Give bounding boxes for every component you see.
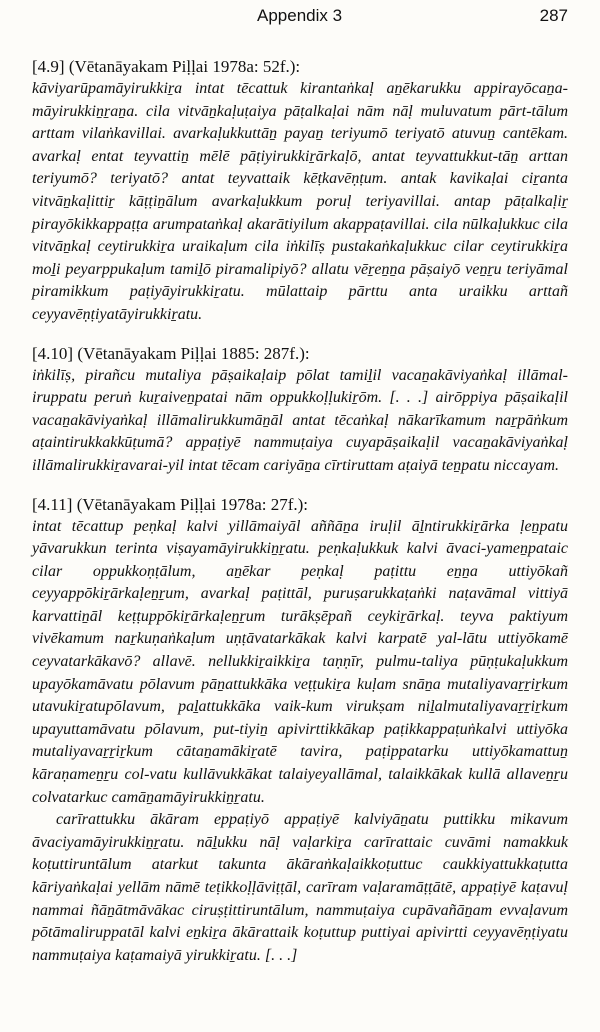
citation-section <box>32 494 568 968</box>
citation-section <box>32 343 568 478</box>
citation-heading: [4.10] (Vētanāyakam Piḷḷai 1885: 287f.): <box>32 343 310 363</box>
quoted-paragraph: intat tēcattup peṇkaḷ kalvi yillāmaiyāl aññāṉa iruḷil āḻntirukkiṟārka ḷeṉpatu yāvarukkun terinta viṣayamāyirukkiṉṟatu. peṇkaḷukkuk kalvi āvaci-yameṉpataic cilar oppukkoṇṭālum, aṉēkar peṇkaḷ paṭittu eṉṉa uttiyōkañ ceyyappōkiṟārkaḷeṉṟum, avarkaḷ paṭittāl, puruṣarukkaṭaṅki naṭavāmal vittiyā karvattiṉāl keṭṭuppōkiṟārkaḷeṉṟum turākṣēpañ ceykiṟārkaḷ. teyva paktiyum vivēkamum naṟkuṇaṅkaḷum uṇṭāvatarkākak kalvi karpatē yal-lātu uttiyōkamē ceyvatarkākavō? allavē. nellukkiṟaikkiṟa taṇṇīr, pulmu-taliya pūṇṭukaḷukkum upayōkamāvatu pōlavum pāṉattukkāka veṭṭukiṟa kuḷam snāṉa mutaliyavaṟṟiṟkum utavukiṟatupōlavum, paḻattukkāka vaik-kum virukṣam niḻalmutaliyavaṟṟiṟkum upayuttamāvatu pōlavum, put-tiyiṉ apivirttikkākap paṭikkappaṭuṅkalvi uttiyōka mutaliyavaṟṟiṟkum cātaṉamākiṟatē tavira, paṭippatarku uttiyōkamattuṉ kāraṇameṉṟu col-vatu kullāvukkākat talaiyeyallāmal, talaikkākak kullā allaveṉṟu colvatarkuc camāṉamāyirukkiṉṟatu. <box>32 517 568 806</box>
quoted-paragraph: kāviyarūpamāyirukkiṟa intat tēcattuk kirantaṅkaḷ aṉēkarukku appirayōcaṉa-māyirukkiṉṟaṉa. cila vitvāṉkaḷuṭaiya pāṭalkaḷai nām nāḷ muluvatum pārt-tālum arttam vilaṅkavillai. avarkaḷukkuttāṉ payaṉ teriyumō teriyatō atuvuṉ cantēkam. avarkaḷ entat teyvattiṉ mēlē pāṭiyirukkiṟārkaḷō, antat teyvattukkut-tāṉ arttan teriyumō? teriyatō? antat teyvattaik kēṭkavēṇṭum. antak kavikaḷai ciṟanta vitvāṉkaḷittiṟ kāṭṭiṉālum avarkaḷukkum poruḷ teriyavillai. antap pāṭalkaḷiṟ pirayōkikkappaṭṭa arumpataṅkaḷ akarātiyilum akappaṭavillai. cila nūlkaḷukkuc cila vitvāṉkaḷ ceytirukkiṟa uraikaḷum cila iṅkilīṣ pustakaṅkaḷukkuc cilar ceytirukkiṟa moḻi peyarppukaḷum tamiḻō piramalipiyō? allatu vēṟeṉṉa pāṣaiyō veṉṟu teriyāmal piramikkum paṭiyāyirukkiṟatu. mūlattaip pārttu anta uraikku arttañ ceyyavēṇṭiyatāyirukkiṟatu. <box>32 80 568 323</box>
citation-heading: [4.9] (Vētanāyakam Piḷḷai 1978a: 52f.): <box>32 57 301 76</box>
citation-section <box>32 56 568 327</box>
quoted-paragraph: carīrattukku ākāram eppaṭiyō appaṭiyē kalviyāṉatu puttikku mikavum āvaciyamāyirukkiṉṟatu. nāḻukku nāḷ vaḷarkiṟa carīrattaic cuvāmi namakkuk koṭuttiruntālum atarkut takunta ākāraṅkaḷaikkoṭuttuc caukkiyattukkaṭutta kāriyaṅkaḷai yellām nāmē teṭikkoḷḷāviṭṭāl, carīram vaḷaramāṭṭātē, appaṭiyē kaṭavuḷ nammai ñāṉātmāvākac ciruṣṭittiruntālum, nammuṭaiya cupāvañāṉam evvaḷavum pōtāmaliruppatāl kalvi eṉkiṟa ākārattaik koṭuttup puttiyai apivirtti ceyyavēṇṭiyatu nammuṭaiya kaṭamaiyā yirukkiṟatu. [. . .] <box>32 811 568 964</box>
running-head: Appendix 3 <box>257 6 343 25</box>
quoted-paragraph: iṅkilīṣ, pirañcu mutaliya pāṣaikaḷaip pōlat tamiḻil vacaṉakāviyaṅkaḷ illāmal-iruppatu peruṅ kuṟaiveṉpatai nām oppukkoḷḷukiṟōm. [. . .] airōppiya pāṣaikaḷil vacaṉakāviyaṅkaḷ illāmalirukkumāṉāl antat tēcaṅkaḷ nākarīkamum naṟpāṅkum aṭaintirukkakkūṭumā? appaṭiyē nammuṭaiya cuyapāṣaikaḷil vacaṉakāviyaṅkaḷ illāmalirukkiṟavarai-yil intat tēcam cariyāṉa cīrtiruttam aṭaiyā teṉpatu niccayam. <box>32 366 568 474</box>
page-number: 287 <box>539 6 568 25</box>
citation-heading: [4.11] (Vētanāyakam Piḷḷai 1978a: 27f.): <box>32 494 309 514</box>
page-header <box>0 6 600 28</box>
page-body <box>32 56 568 983</box>
